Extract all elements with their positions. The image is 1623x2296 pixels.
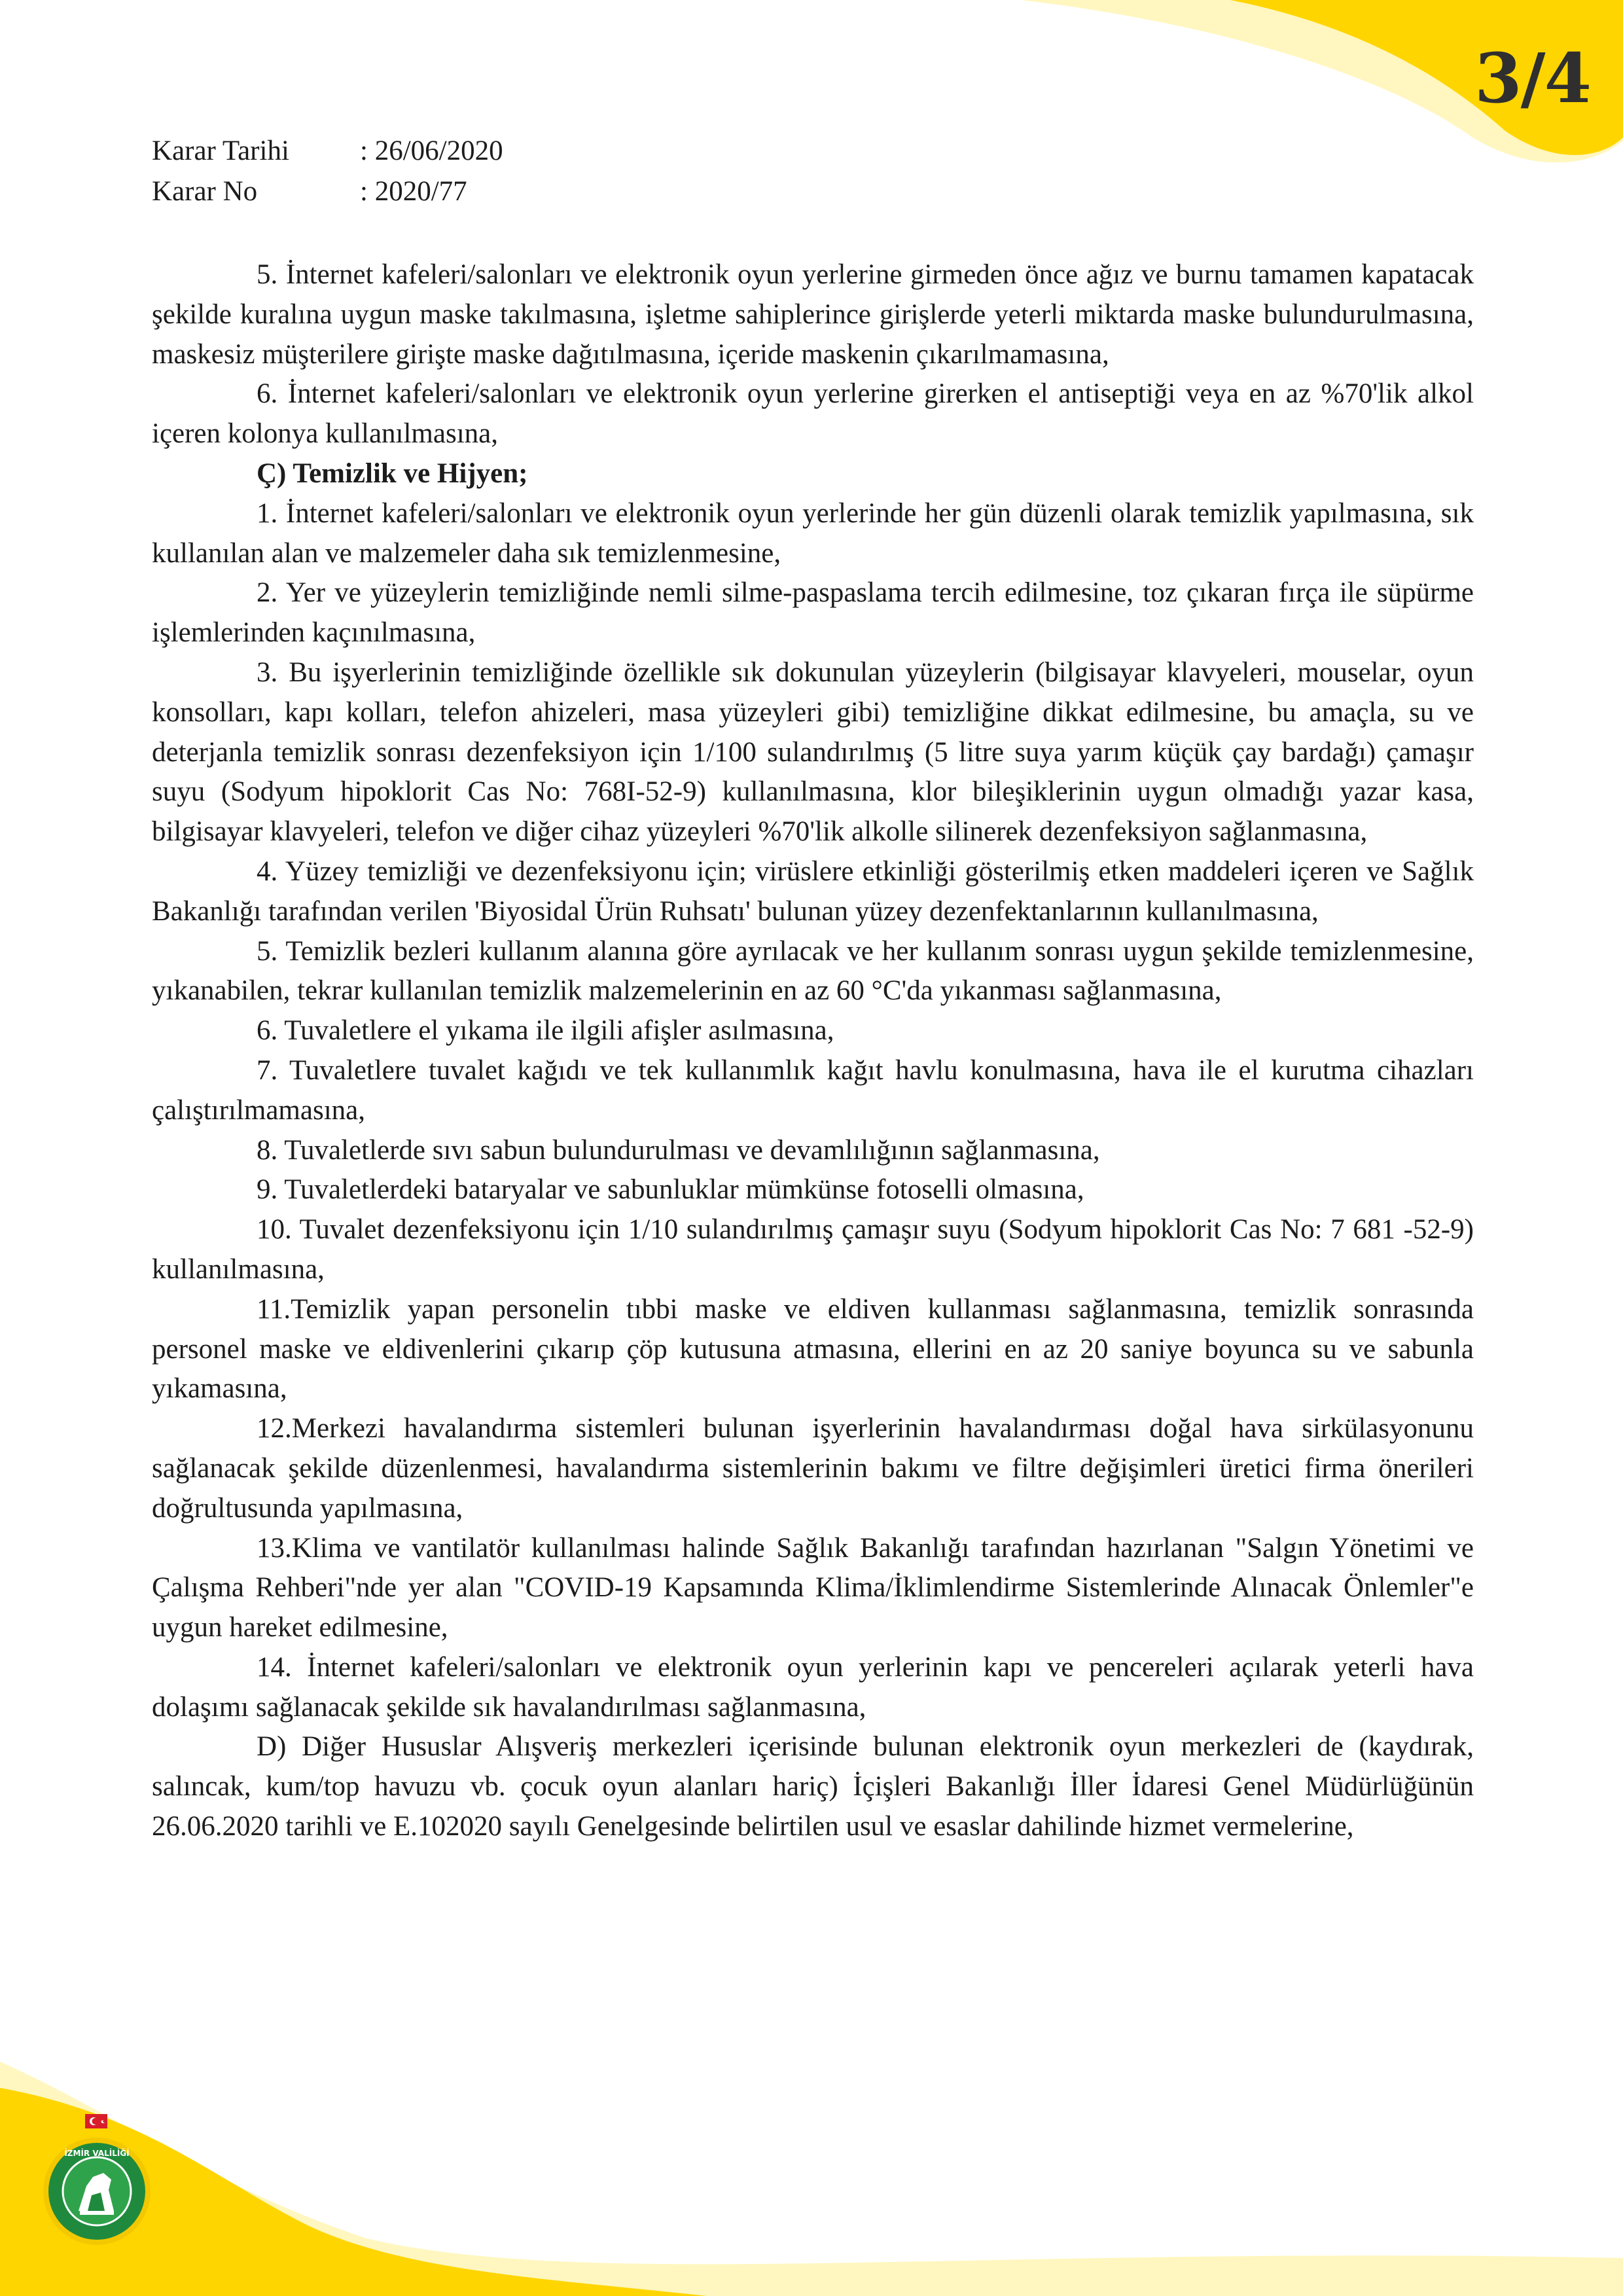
- paragraph-cleaning-7: 7. Tuvaletlere tuvalet kağıdı ve tek kullanımlık kağıt havlu konulmasına, hava ile el kurutma cihazları çalıştırılmamasına,: [152, 1054, 1474, 1126]
- page-number: 3/4: [1474, 38, 1590, 118]
- paragraph-item-6-antiseptic: 6. İnternet kafeleri/salonları ve elektronik oyun yerlerine girerken el antiseptiği veya en az %70'lik alkol içeren kolonya kullanılmasına,: [152, 378, 1474, 450]
- paragraph-item-5-masks: 5. İnternet kafeleri/salonları ve elektronik oyun yerlerine girmeden önce ağız ve burnu tamamen kapatacak şekilde kuralına uygun maske takılmasına, işletme sahiplerince girişlerde yeterli miktarda maske bulundurulmasına, maskesiz müşterilere girişte maske dağıtılmasına, içeride maskenin çıkarılmamasına,: [152, 259, 1474, 370]
- svg-text:İZMİR VALİLİĞİ: İZMİR VALİLİĞİ: [64, 2149, 130, 2158]
- paragraph-cleaning-5: 5. Temizlik bezleri kullanım alanına göre ayrılacak ve her kullanım sonrası uygun şekilde temizlenmesine, yıkanabilen, tekrar kullanılan temizlik malzemelerinin en az 60 °C'da yıkanması sağlanmasına,: [152, 935, 1474, 1007]
- decision-date-label: Karar Tarihi: [152, 135, 289, 166]
- paragraph-cleaning-11: 11.Temizlik yapan personelin tıbbi maske ve eldiven kullanması sağlanmasına, temizlik sonrasında personel maske ve eldivenlerini çıkarıp çöp kutusuna atmasına, ellerini en az 20 saniye boyunca su ve sabunla yıkamasına,: [152, 1293, 1474, 1405]
- decision-number-label: Karar No: [152, 176, 258, 207]
- paragraph-cleaning-12: 12.Merkezi havalandırma sistemleri bulunan işyerlerinin havalandırması doğal hava sirkülasyonunu sağlanacak şekilde düzenlenmesi, havalandırma sistemlerinin bakımı ve filtre değişimleri üretici firma önerileri doğrultusunda yapılmasına,: [152, 1413, 1474, 1524]
- paragraph-cleaning-2: 2. Yer ve yüzeylerin temizliğinde nemli silme-paspaslama tercih edilmesine, toz çıkaran fırça ile süpürme işlemlerinden kaçınılmasına,: [152, 577, 1474, 649]
- paragraph-cleaning-3: 3. Bu işyerlerinin temizliğinde özellikle sık dokunulan yüzeylerin (bilgisayar klavyeleri, mouselar, oyun konsolları, kapı kolları, telefon ahizeleri, masa yüzeyleri gibi) temizliğine dikkat edilmesine, bu amaçla, su ve deterjanla temizlik sonrası dezenfeksiyon için 1/100 sulandırılmış (5 litre suya yarım küçük çay bardağı) çamaşır suyu (Sodyum hipoklorit Cas No: 768I-52-9) kullanılmasına, klor bileşiklerinin uygun olmadığı yazar kasa, bilgisayar klavyeleri, telefon ve diğer cihaz yüzeyleri %70'lik alkolle silinerek dezenfeksiyon sağlanmasına,: [152, 656, 1474, 848]
- paragraph-cleaning-13: 13.Klima ve vantilatör kullanılması halinde Sağlık Bakanlığı tarafından hazırlanan "Salgın Yönetimi ve Çalışma Rehberi"nde yer alan "COVID-19 Kapsamında Klima/İklimlendirme Sistemlerinde Alınacak Önlemler"e uygun hareket edilmesine,: [152, 1532, 1474, 1643]
- paragraph-cleaning-4: 4. Yüzey temizliği ve dezenfeksiyonu için; virüslere etkinliği gösterilmiş etken maddeleri içeren ve Sağlık Bakanlığı tarafından verilen 'Biyosidal Ürün Ruhsatı' bulunan yüzey dezenfektanlarının kullanılmasına,: [152, 855, 1474, 927]
- paragraph-cleaning-14: 14. İnternet kafeleri/salonları ve elektronik oyun yerlerinin kapı ve pencereleri açılarak yeterli hava dolaşımı sağlanacak şekilde sık havalandırılması sağlanmasına,: [152, 1651, 1474, 1723]
- paragraph-cleaning-10: 10. Tuvalet dezenfeksiyonu için 1/10 sulandırılmış çamaşır suyu (Sodyum hipoklorit Cas No: 7 681 -52-9) kullanılmasına,: [152, 1214, 1474, 1285]
- izmir-governorship-seal-icon: [41, 2113, 153, 2250]
- decision-date-row: [152, 131, 503, 171]
- decision-number-value: : 2020/77: [360, 176, 467, 207]
- paragraph-cleaning-1: 1. İnternet kafeleri/salonları ve elektronik oyun yerlerinde her gün düzenli olarak temizlik yapılmasına, sık kullanılan alan ve malzemeler daha sık temizlenmesine,: [152, 497, 1474, 569]
- paragraph-cleaning-8: 8. Tuvaletlerde sıvı sabun bulundurulması ve devamlılığının sağlanmasına,: [257, 1134, 1100, 1166]
- section-heading-hygiene: Ç) Temizlik ve Hijyen;: [257, 457, 528, 489]
- paragraph-cleaning-6: 6. Tuvaletlere el yıkama ile ilgili afişler asılmasına,: [257, 1015, 834, 1047]
- paragraph-cleaning-9: 9. Tuvaletlerdeki bataryalar ve sabunluklar mümkünse fotoselli olmasına,: [257, 1174, 1084, 1206]
- paragraph-other-matters: D) Diğer Hususlar Alışveriş merkezleri içerisinde bulunan elektronik oyun merkezleri de (kaydırak, salıncak, kum/top havuzu vb. çocuk oyun alanları hariç) İçişleri Bakanlığı İller İdaresi Genel Müdürlüğünün 26.06.2020 tarihli ve E.102020 sayılı Genelgesinde belirtilen usul ve esaslar dahilinde hizmet vermelerine,: [152, 1731, 1474, 1842]
- decision-number-row: [152, 171, 503, 212]
- decision-meta: [152, 131, 503, 212]
- decision-date-value: : 26/06/2020: [360, 135, 503, 166]
- document-body: [152, 255, 1474, 1847]
